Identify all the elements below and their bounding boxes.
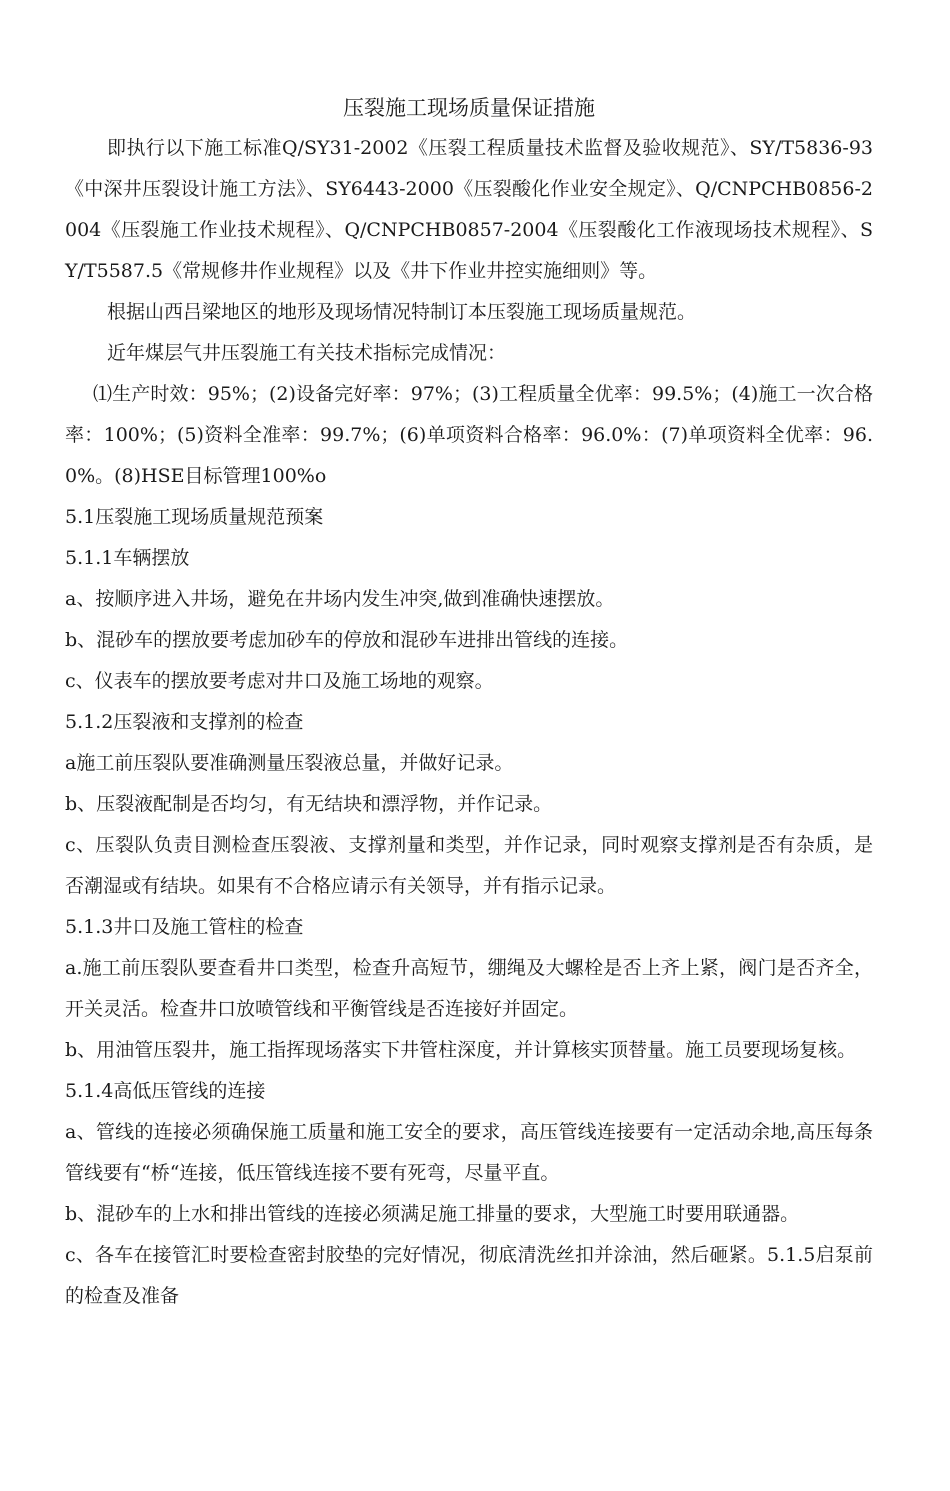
list-item: c、各车在接管汇时要检查密封胶垫的完好情况，彻底清洗丝扣并涂油，然后砸紧。5.1.5启泵前的检查及准备 <box>65 1244 873 1307</box>
list-item: b、混砂车的摆放要考虑加砂车的停放和混砂车进排出管线的连接。 <box>65 629 629 651</box>
section-heading-5-1-1: 5.1.1车辆摆放 <box>65 547 190 569</box>
list-item: b、混砂车的上水和排出管线的连接必须满足施工排量的要求，大型施工时要用联通器。 <box>65 1203 800 1225</box>
list-item: a.施工前压裂队要查看井口类型，检查升高短节，绷绳及大螺栓是否上齐上紧，阀门是否齐全，开关灵活。检查井口放喷管线和平衡管线是否连接好并固定。 <box>65 957 873 1020</box>
document-title: 压裂施工现场质量保证措施 <box>343 96 595 120</box>
list-item: a、按顺序进入井场，避免在井场内发生冲突,做到准确快速摆放。 <box>65 588 615 610</box>
list-item: a施工前压裂队要准确测量压裂液总量，并做好记录。 <box>65 752 514 774</box>
paragraph-indicators: ⑴生产时效：95%；(2)设备完好率：97%；(3)工程质量全优率：99.5%；(4)施工一次合格率：100%；(5)资料全准率：99.7%；(6)单项资料合格率：96.0%：(7)单项资料全优率：96.0%。(8)HSE目标管理100%o <box>65 383 873 487</box>
paragraph-indicators-intro: 近年煤层气井压裂施工有关技术指标完成情况： <box>107 342 507 364</box>
section-heading-5-1: 5.1压裂施工现场质量规范预案 <box>65 506 324 528</box>
section-heading-5-1-2: 5.1.2压裂液和支撑剂的检查 <box>65 711 304 733</box>
list-item: c、压裂队负责目测检查压裂液、支撑剂量和类型，并作记录，同时观察支撑剂是否有杂质，是否潮湿或有结块。如果有不合格应请示有关领导，并有指示记录。 <box>65 834 873 897</box>
list-item: a、管线的连接必须确保施工质量和施工安全的要求，高压管线连接要有一定活动余地,高压每条管线要有“桥“连接，低压管线连接不要有死弯，尽量平直。 <box>65 1121 873 1184</box>
paragraph-standards: 即执行以下施工标准Q/SY31-2002《压裂工程质量技术监督及验收规范》、SY/T5836-93《中深井压裂设计施工方法》、SY6443-2000《压裂酸化作业安全规定》、Q/CNPCHB0856-2004《压裂施工作业技术规程》、Q/CNPCHB0857-2004《压裂酸化工作液现场技术规程》、SY/T5587.5《常规修井作业规程》以及《井下作业井控实施细则》等。 <box>65 137 873 282</box>
section-heading-5-1-4: 5.1.4高低压管线的连接 <box>65 1080 266 1102</box>
paragraph-basis: 根据山西吕梁地区的地形及现场情况特制订本压裂施工现场质量规范。 <box>107 301 697 323</box>
document-page <box>65 88 873 1317</box>
list-item: b、压裂液配制是否均匀，有无结块和漂浮物，并作记录。 <box>65 793 553 815</box>
section-heading-5-1-3: 5.1.3井口及施工管柱的检查 <box>65 916 304 938</box>
list-item: b、用油管压裂井，施工指挥现场落实下井管柱深度，并计算核实顶替量。施工员要现场复核。 <box>65 1039 857 1061</box>
list-item: c、仪表车的摆放要考虑对井口及施工场地的观察。 <box>65 670 494 692</box>
